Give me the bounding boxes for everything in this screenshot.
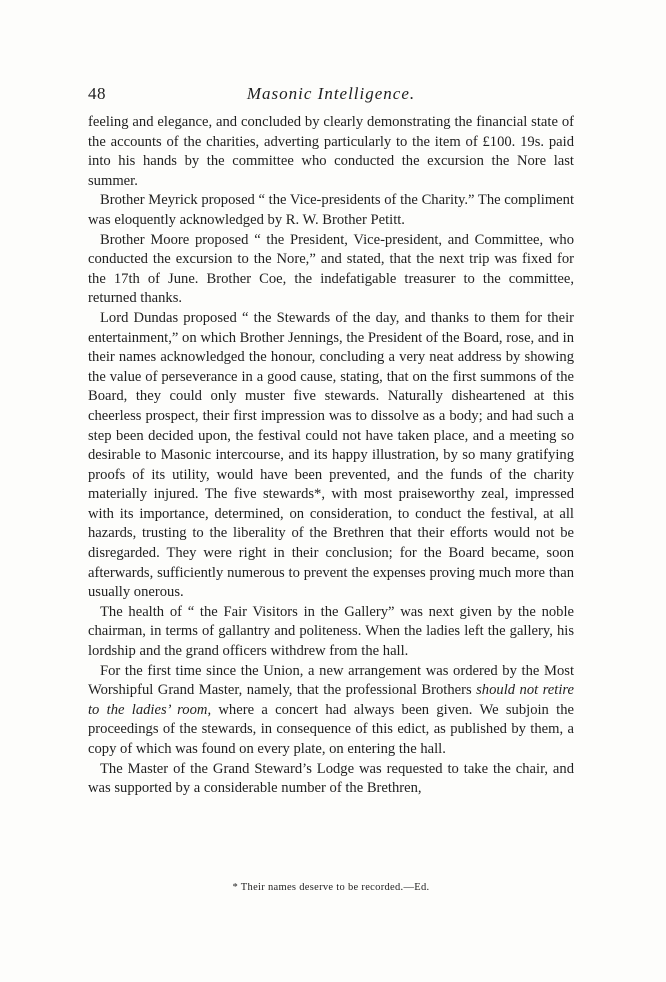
page-number: 48 [88, 84, 106, 103]
paragraph-2: Brother Meyrick proposed “ the Vice-presidents of the Charity.” The compliment was eloquently acknowledged by R. W. Brother Petitt. [88, 192, 574, 228]
paragraph-4: Lord Dundas proposed “ the Stewards of the day, and thanks to them for their entertainment,” on which Brother Jennings, the President of the Board, rose, and in their names acknowledged the honour, concluding a very neat address by showing the value of perseverance in a good cause, stating, that on the first summons of the Board, they could only muster five stewards. Naturally disheartened at this cheerless prospect, their first impression was to dissolve as a body; and had such a step been decided upon, the festival could not have taken place, and a meeting so desirable to Masonic intercourse, and its happy illustration, by so many gratifying proofs of its utility, would have been prevented, and the funds of the charity materially injured. The five stewards*, with most praiseworthy zeal, impressed with its importance, determined, on consideration, to conduct the festival, at all hazards, trusting to the liberality of the Brethren that their efforts would not be disregarded. They were right in their conclusion; for the Board became, soon afterwards, sufficiently numerous to prevent the expenses proving much more than usually onerous. [88, 309, 574, 601]
running-head [88, 84, 574, 108]
paragraph-6 [88, 662, 574, 760]
running-title: Masonic Intelligence. [246, 84, 416, 103]
paragraph-7: The Master of the Grand Steward’s Lodge was requested to take the chair, and was supported by a considerable number of the Brethren, [88, 760, 574, 797]
paragraph-6-part-1: For the first time since the Union, a new arrangement was ordered by the Most Worshipful Grand Master, namely, that the professional Brothers [88, 662, 574, 699]
paragraph-6-emphasis: should not retire to the ladies’ room, [88, 682, 574, 718]
paragraph-6-part-2: where a concert had always been given. We subjoin the proceedings of the stewards, in consequence of this edict, as published by them, a copy of which was found on every plate, on entering the hall. [88, 701, 574, 757]
footnote: * Their names deserve to be recorded.—Ed. [232, 882, 430, 893]
paragraph-1: feeling and elegance, and concluded by clearly demonstrating the financial state of the accounts of the charities, adverting particularly to the item of £100. 19s. paid into his hands by the committee who conducted the excursion the Nore last summer. [88, 114, 574, 189]
body-text [88, 113, 574, 799]
paragraph-5: The health of “ the Fair Visitors in the Gallery” was next given by the noble chairman, in terms of gallantry and politeness. When the ladies left the gallery, his lordship and the grand officers withdrew from the hall. [88, 603, 574, 660]
paragraph-3: Brother Moore proposed “ the President, Vice-president, and Committee, who conducted the excursion to the Nore,” and stated, that the next trip was fixed for the 17th of June. Brother Coe, the indefatigable treasurer to the committee, returned thanks. [88, 231, 574, 307]
